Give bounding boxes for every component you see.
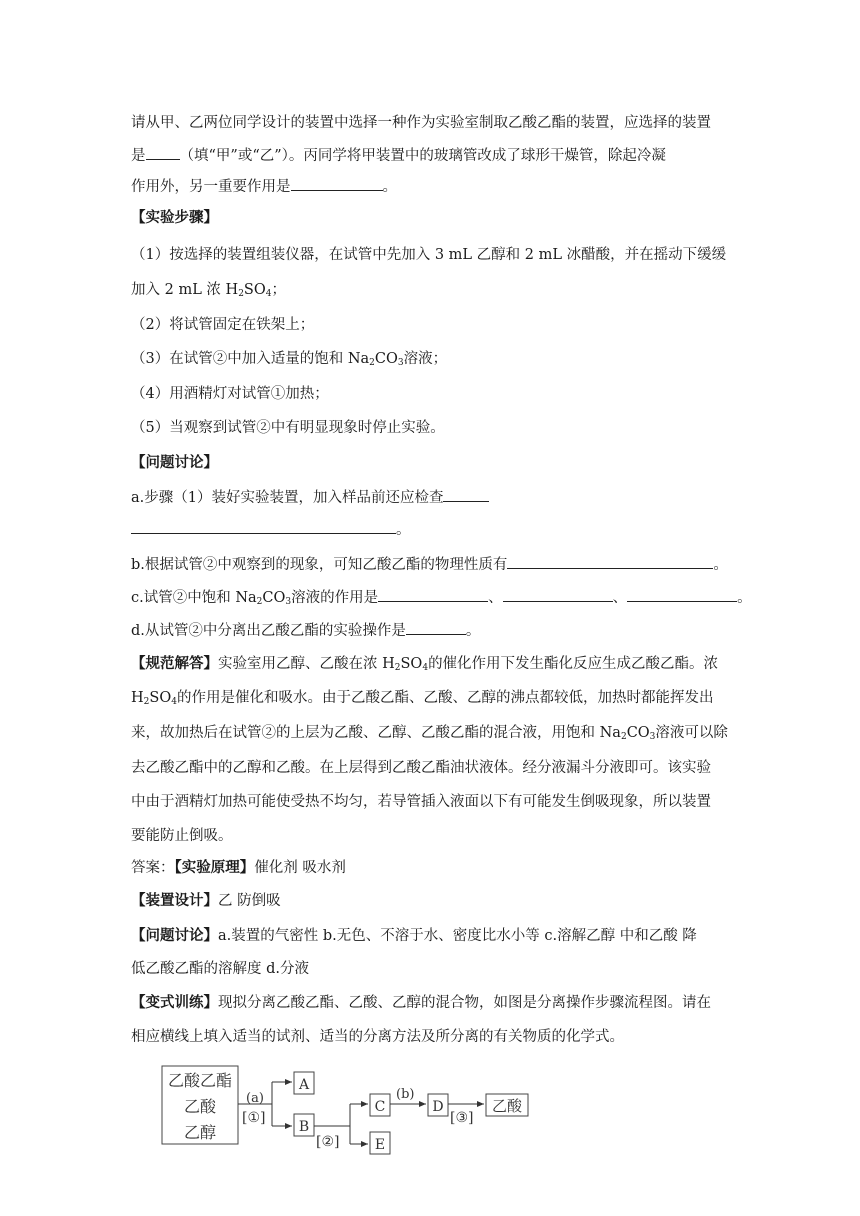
step-1-line-2: 加入 2 mL 浓 $H_2SO_4$；	[131, 282, 286, 299]
answer-blank[interactable]	[406, 620, 466, 635]
mixture-alcohol: 乙醇	[183, 1123, 217, 1142]
box-e-label: E	[374, 1137, 386, 1153]
product-label: 乙酸	[491, 1097, 523, 1115]
step-1-label: [①]	[242, 1110, 266, 1126]
solution-line-2: $H_2SO_4$的作用是催化和吸水。由于乙酸乙酯、乙酸、乙醇的沸点都较低，加热时都能挥发出	[131, 690, 714, 707]
box-c-label: C	[374, 1099, 386, 1115]
solution-line-1: 【规范解答】实验室用乙醇、乙酸在浓 $H_2SO_4$的催化作用下发生酯化反应生成乙酸乙酯。浓	[131, 655, 719, 673]
intro-line-3: 作用外，另一重要作用是 。	[131, 176, 397, 197]
answer-line-4: 低乙酸乙酯的溶解度 d.分液	[131, 961, 309, 977]
answer-blank[interactable]	[507, 554, 713, 569]
step-4: （4）用酒精灯对试管①加热；	[131, 386, 329, 402]
box-b-label: B	[298, 1119, 310, 1135]
mixture-ester: 乙酸乙酯	[167, 1071, 233, 1090]
reagent-b-label: (b)	[396, 1087, 415, 1102]
mixture-acid: 乙酸	[183, 1097, 217, 1116]
solution-line-3: 来，故加热后在试管②的上层为乙酸、乙醇、乙酸乙酯的混合液，用饱和 $Na_2CO_3$溶液可以除	[131, 725, 728, 742]
solution-line-4: 去乙酸乙酯中的乙醇和乙酸。在上层得到乙酸乙酯油状液体。经分液漏斗分液即可。该实验	[131, 760, 711, 776]
answer-blank[interactable]	[378, 587, 488, 602]
answer-blank[interactable]	[443, 487, 489, 502]
step-2-label: [②]	[316, 1134, 340, 1150]
answer-blank[interactable]	[291, 176, 383, 191]
variant-line-1: 【变式训练】现拟分离乙酸乙酯、乙酸、乙醇的混合物，如图是分离操作步骤流程图。请在	[131, 994, 711, 1011]
step-1-line-1: （1）按选择的装置组装仪器，在试管中先加入 3 mL 乙醇和 2 mL 冰醋酸，并在摇动下缓缓	[131, 247, 727, 263]
answer-blank[interactable]	[503, 587, 613, 602]
box-a-label: A	[298, 1077, 310, 1093]
answer-line-2: 【装置设计】乙 防倒吸	[131, 892, 281, 909]
intro-line-1: 请从甲、乙两位同学设计的装置中选择一种作为实验室制取乙酸乙酯的装置，应选择的装置	[131, 115, 711, 131]
discussion-heading: 【问题讨论】	[131, 454, 218, 471]
discussion-a: a.步骤（1）装好实验装置，加入样品前还应检查	[131, 487, 489, 508]
step-5: （5）当观察到试管②中有明显现象时停止实验。	[131, 420, 445, 436]
answer-line-1: 答案：【实验原理】催化剂 吸水剂	[131, 859, 346, 876]
steps-heading: 【实验步骤】	[131, 209, 218, 226]
step-3-label: [③]	[450, 1110, 474, 1126]
reagent-a-label: (a)	[246, 1091, 264, 1106]
discussion-a-cont: 。	[131, 519, 411, 540]
intro-line-2: 是 （填“甲”或“乙”）。丙同学将甲装置中的玻璃管改成了球形干燥管，除起冷凝	[131, 145, 666, 166]
solution-line-5: 中由于酒精灯加热可能使受热不均匀，若导管插入液面以下有可能发生倒吸现象，所以装置	[131, 794, 711, 810]
step-2: （2）将试管固定在铁架上；	[131, 317, 315, 333]
discussion-d: d.从试管②中分离出乙酸乙酯的实验操作是 。	[131, 620, 480, 641]
step-3: （3）在试管②中加入适量的饱和 $Na_2CO_3$溶液；	[131, 351, 448, 368]
box-d-label: D	[432, 1099, 444, 1115]
answer-blank[interactable]	[131, 519, 396, 534]
answer-line-3: 【问题讨论】a.装置的气密性 b.无色、不溶于水、密度比水小等 c.溶解乙醇 中和乙酸 降	[131, 927, 697, 944]
discussion-b: b.根据试管②中观察到的现象，可知乙酸乙酯的物理性质有 。	[131, 554, 728, 575]
solution-line-6: 要能防止倒吸。	[131, 828, 233, 844]
separation-flowchart	[158, 1062, 538, 1156]
answer-blank[interactable]	[627, 587, 737, 602]
answer-blank[interactable]	[146, 145, 180, 160]
discussion-c: c.试管②中饱和 $Na_2CO_3$溶液的作用是 、 、 。	[131, 587, 752, 608]
variant-line-2: 相应横线上填入适当的试剂、适当的分离方法及所分离的有关物质的化学式。	[131, 1029, 624, 1045]
